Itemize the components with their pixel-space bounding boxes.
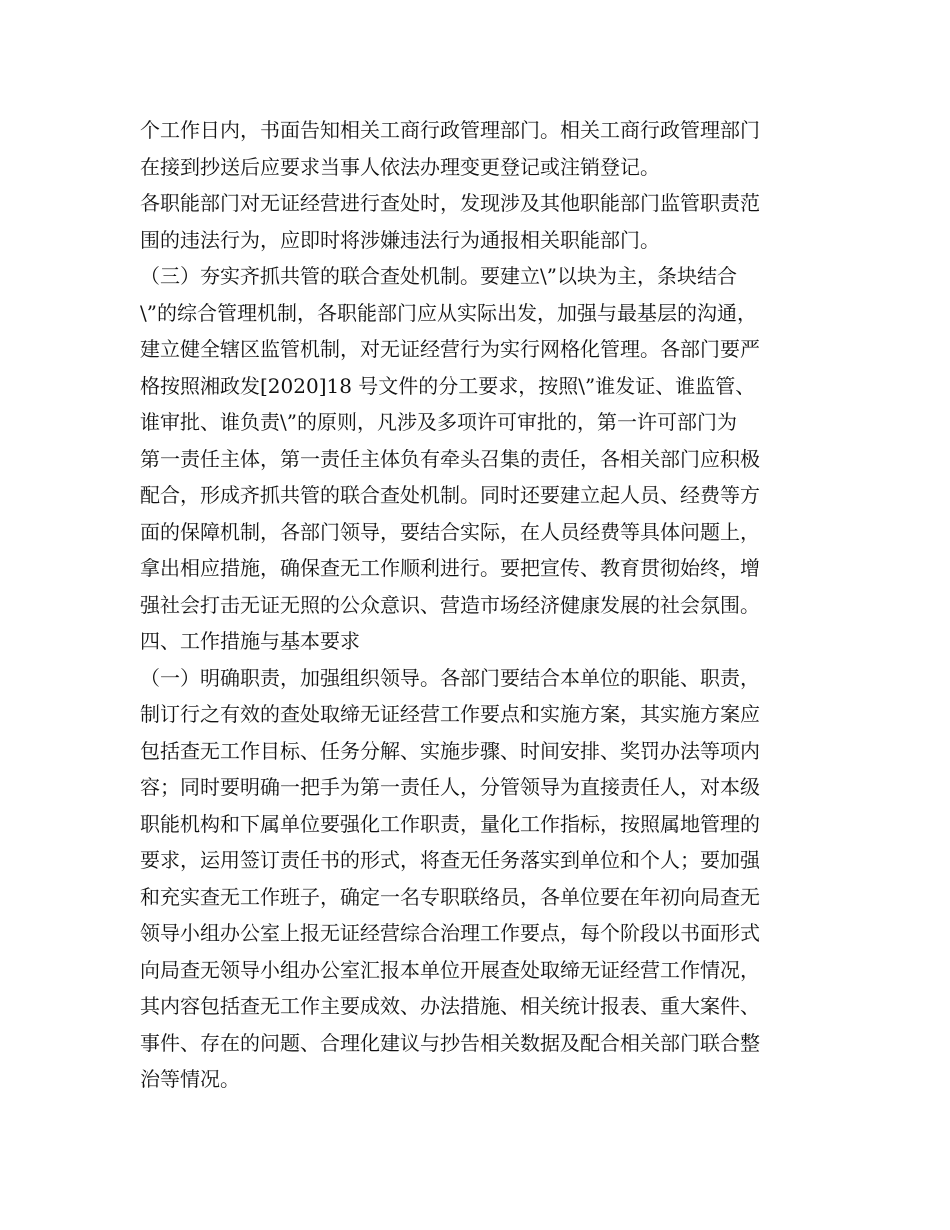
text-line: 个工作日内，书面告知相关工商行政管理部门。相关工商行政管理部门 (140, 118, 760, 142)
text-line: （一）明确职责，加强组织领导。各部门要结合本单位的职能、职责， (140, 665, 760, 690)
text-line: 领导小组办公室上报无证经营综合治理工作要点，每个阶段以书面形式 (140, 921, 760, 945)
text-line: 拿出相应措施，确保查无工作顺利进行。要把宣传、教育贯彻始终，增 (140, 556, 760, 580)
text-line: 治等情况。 (140, 1067, 240, 1091)
text-line: 向局查无领导小组办公室汇报本单位开展查处取缔无证经营工作情况， (140, 957, 760, 982)
text-line: 谁审批、谁负责\”的原则，凡涉及多项许可审批的，第一许可部门为 (140, 410, 737, 434)
text-line: 在接到抄送后应要求当事人依法办理变更登记或注销登记。 (140, 154, 660, 179)
text-line: （三）夯实齐抓共管的联合查处机制。要建立\”以块为主，条块结合 (140, 264, 737, 288)
text-line: 和充实查无工作班子，确定一名专职联络员，各单位要在年初向局查无 (140, 884, 760, 909)
text-line: 其内容包括查无工作主要成效、办法措施、相关统计报表、重大案件、 (140, 994, 760, 1018)
text-line: 配合，形成齐抓共管的联合查处机制。同时还要建立起人员、经费等方 (140, 483, 760, 507)
text-line: 制订行之有效的查处取缔无证经营工作要点和实施方案，其实施方案应 (140, 702, 760, 726)
text-line: 格按照湘政发[2020]18 号文件的分工要求，按照\”谁发证、谁监管、 (140, 373, 756, 398)
text-line: 面的保障机制，各部门领导，要结合实际，在人员经费等具体问题上， (140, 519, 760, 544)
text-line: 容；同时要明确一把手为第一责任人，分管领导为直接责任人，对本级 (140, 775, 760, 799)
text-line: 要求，运用签订责任书的形式，将查无任务落实到单位和个人；要加强 (140, 848, 760, 872)
text-line: 事件、存在的问题、合理化建议与抄告相关数据及配合相关部门联合整 (140, 1030, 760, 1055)
text-line: 第一责任主体，第一责任主体负有牵头召集的责任，各相关部门应积极 (140, 446, 760, 471)
text-line: 围的违法行为，应即时将涉嫌违法行为通报相关职能部门。 (140, 227, 660, 252)
section-heading: 四、工作措施与基本要求 (140, 629, 360, 653)
text-line: 强社会打击无证无照的公众意识、营造市场经济健康发展的社会氛围。 (140, 592, 760, 617)
text-line: 职能机构和下属单位要强化工作职责，量化工作指标，按照属地管理的 (140, 811, 760, 836)
document-body (140, 112, 830, 1098)
text-line: 各职能部门对无证经营进行查处时，发现涉及其他职能部门监管职责范 (140, 191, 760, 215)
text-line: \”的综合管理机制，各职能部门应从实际出发，加强与最基层的沟通， (140, 300, 757, 325)
text-line: 包括查无工作目标、任务分解、实施步骤、时间安排、奖罚办法等项内 (140, 738, 760, 763)
text-line: 建立健全辖区监管机制，对无证经营行为实行网格化管理。各部门要严 (140, 337, 760, 361)
